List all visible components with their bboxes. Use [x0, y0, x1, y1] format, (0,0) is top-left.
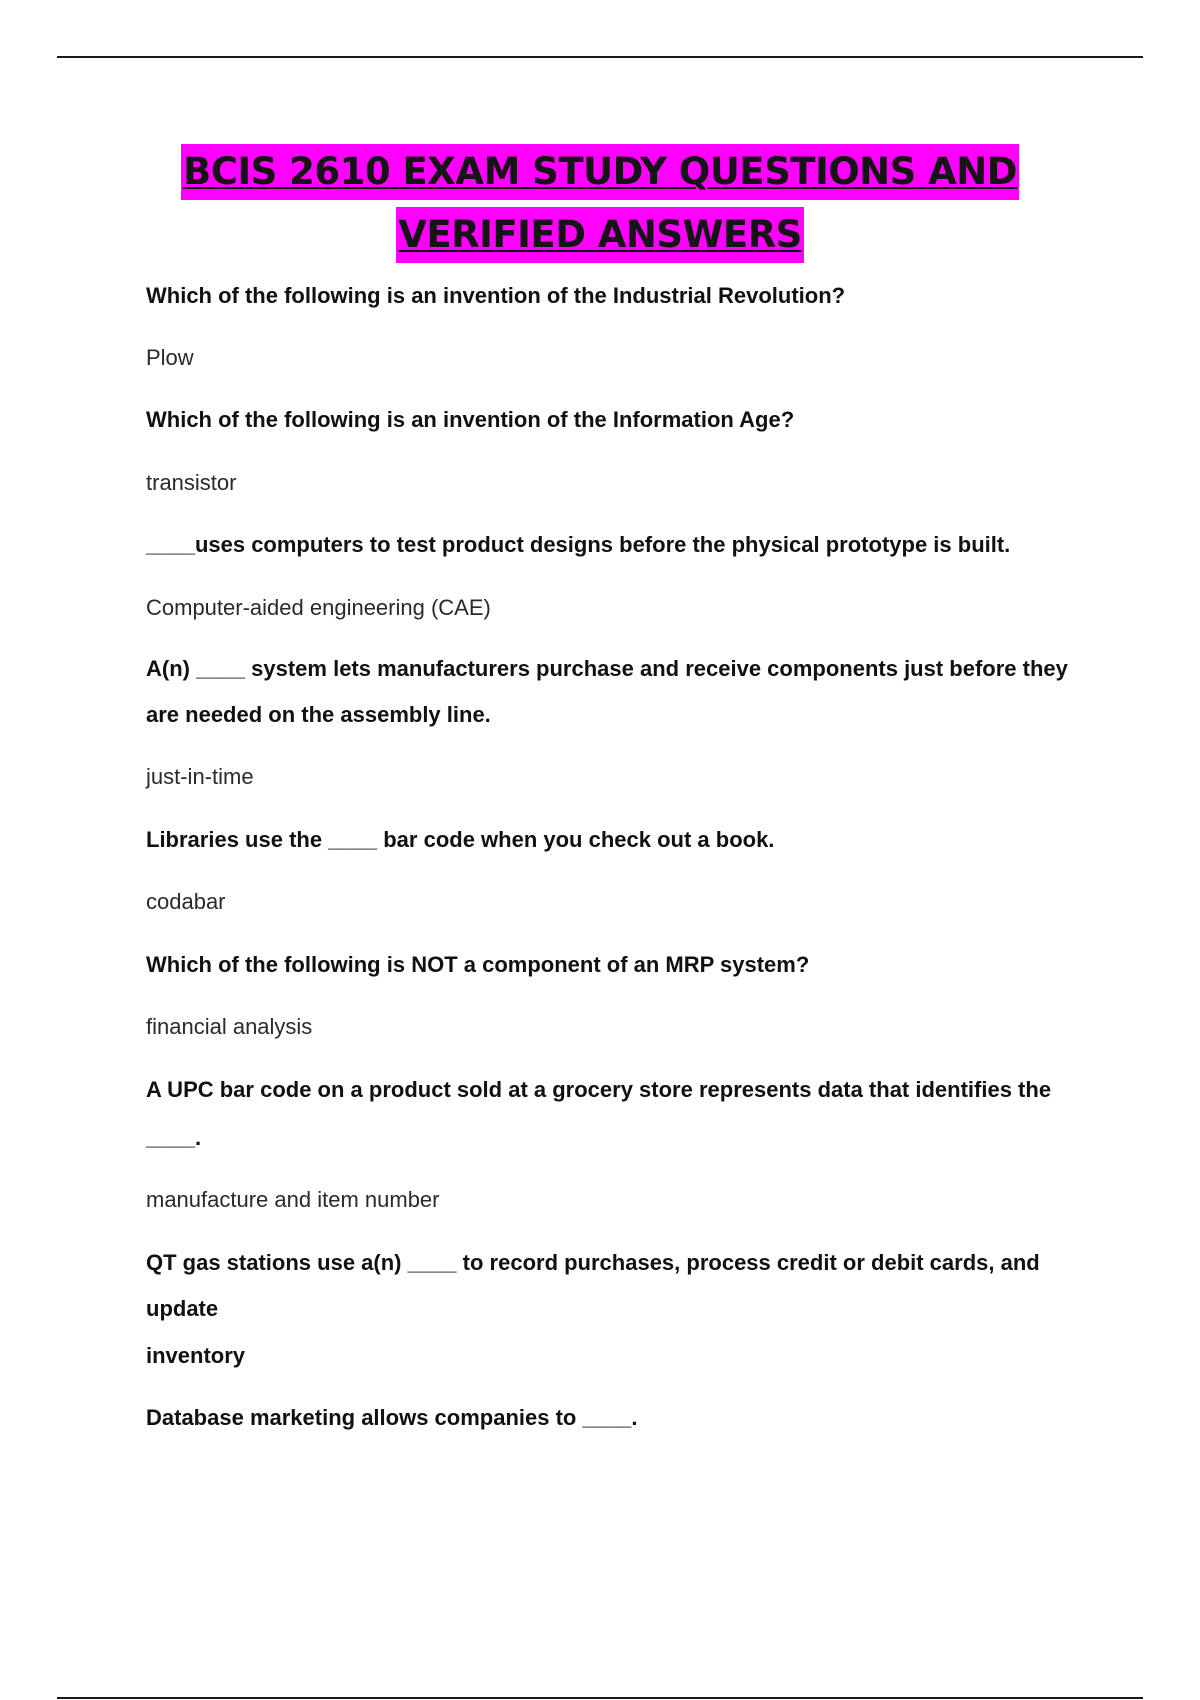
answer-4: just-in-time [146, 764, 254, 789]
answer-2: transistor [146, 470, 237, 495]
title-line-1: BCIS 2610 EXAM STUDY QUESTIONS AND [181, 144, 1019, 200]
question-4-line-1: A(n) ____ system lets manufacturers purchase and receive components just before they [146, 656, 1068, 681]
question-7-line-1: A UPC bar code on a product sold at a grocery store represents data that identifies the [146, 1077, 1052, 1102]
question-9: Database marketing allows companies to ____. [146, 1405, 638, 1430]
question-6: Which of the following is NOT a component of an MRP system? [146, 952, 810, 977]
answer-5: codabar [146, 889, 226, 914]
question-1: Which of the following is an invention of the Industrial Revolution? [146, 283, 846, 308]
question-3: ____uses computers to test product designs before the physical prototype is built. [146, 532, 1011, 557]
title-line-2: VERIFIED ANSWERS [396, 207, 804, 263]
answer-7: manufacture and item number [146, 1187, 440, 1212]
answer-8: inventory [146, 1343, 246, 1368]
question-4-line-2: are needed on the assembly line. [146, 702, 491, 727]
question-8-line-1: QT gas stations use a(n) ____ to record purchases, process credit or debit cards, and [146, 1250, 1040, 1275]
question-7-line-2: ____. [146, 1125, 202, 1150]
question-8-line-2: update [146, 1296, 219, 1321]
answer-3: Computer-aided engineering (CAE) [146, 595, 491, 620]
header-rule [57, 56, 1143, 58]
footer-rule [57, 1697, 1143, 1699]
question-2: Which of the following is an invention of the Information Age? [146, 407, 795, 432]
question-5: Libraries use the ____ bar code when you check out a book. [146, 827, 775, 852]
answer-6: financial analysis [146, 1014, 313, 1039]
answer-1: Plow [146, 345, 194, 370]
document-title [0, 144, 1200, 263]
